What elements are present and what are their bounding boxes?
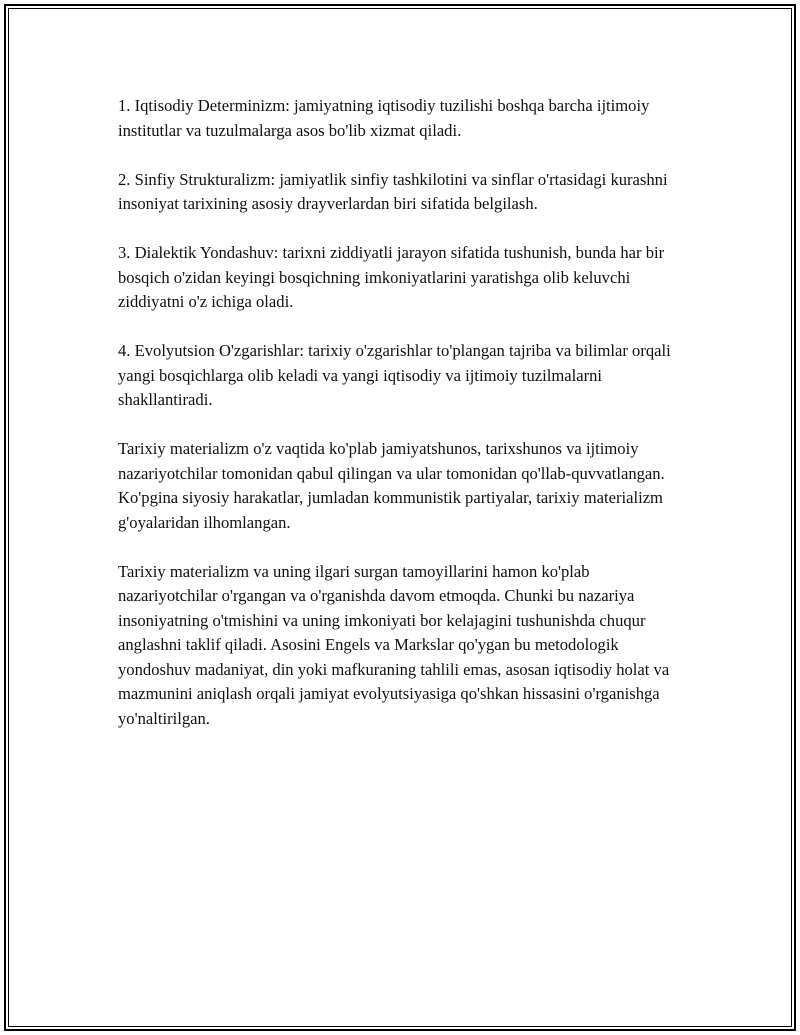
paragraph-evolutionary-changes: 4. Evolyutsion O'zgarishlar: tarixiy o'zgarishlar to'plangan tajriba va bilimlar orqali yangi bosqichlarga olib keladi va yangi iqtisodiy va ijtimoiy tuzilmalarni shakllantiradi. — [118, 341, 671, 409]
paragraph-ongoing-study: Tarixiy materializm va uning ilgari surgan tamoyillarini hamon ko'plab nazariyotchilar o'rgangan va o'rganishda davom etmoqda. Chunki bu nazariya insoniyatning o'tmishini va uning imkoniyati bor kelajagini tushunishda chuqur anglashni taklif qiladi. Asosini Engels va Markslar qo'ygan bu metodologik yondoshuv madaniyat, din yoki mafkuraning tahlili emas, asosan iqtisodiy holat va mazmunini aniqlash orqali jamiyat evolyutsiyasiga qo'shkan hissasini o'rganishga yo'naltirilgan. — [118, 561, 670, 728]
paragraph-class-structuralism: 2. Sinfiy Strukturalizm: jamiyatlik sinfiy tashkilotini va sinflar o'rtasidagi kurashni insoniyat tarixining asosiy drayverlardan biri sifatida belgilash. — [118, 169, 668, 213]
paragraph-dialectical-approach: 3. Dialektik Yondashuv: tarixni ziddiyatli jarayon sifatida tushunish, bunda har bir bosqich o'zidan keyingi bosqichning imkoniyatlarini yaratishga olib keluvchi ziddiyatni o'z ichiga oladi. — [118, 243, 665, 311]
document-body — [118, 94, 688, 756]
paragraph-economic-determinism: 1. Iqtisodiy Determinizm: jamiyatning iqtisodiy tuzilishi boshqa barcha ijtimoiy institutlar va tuzulmalarga asos bo'lib xizmat qiladi. — [118, 96, 650, 140]
paragraph-historical-reception: Tarixiy materializm o'z vaqtida ko'plab jamiyatshunos, tarixshunos va ijtimoiy nazariyotchilar tomonidan qabul qilingan va ular tomonidan qo'llab-quvvatlangan. Ko'pgina siyosiy harakatlar, jumladan kommunistik partiyalar, tarixiy materializm g'oyalaridan ilhomlangan. — [118, 439, 665, 532]
